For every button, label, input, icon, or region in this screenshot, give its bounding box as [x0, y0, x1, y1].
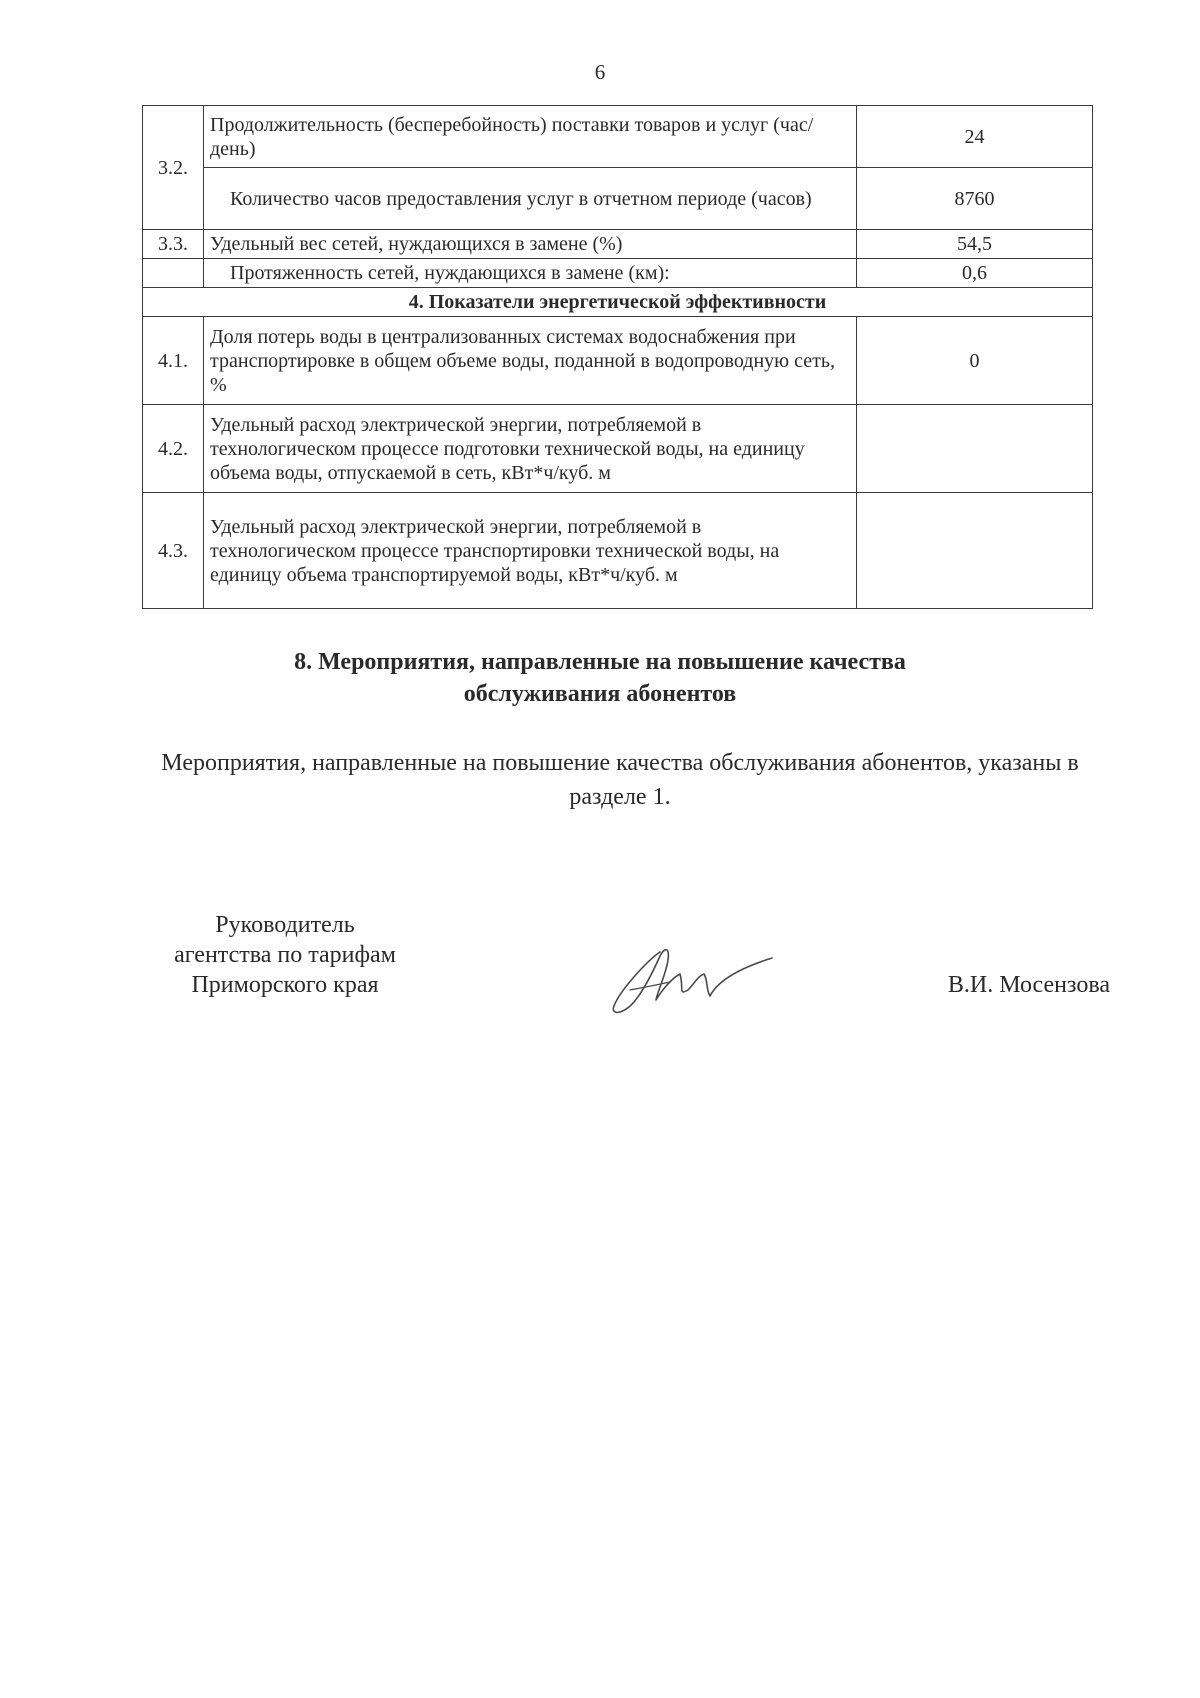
table-row [143, 230, 1093, 259]
table-row [143, 106, 1093, 168]
indicator-description: Продолжительность (бесперебойность) поставки товаров и услуг (час/день) [204, 106, 857, 168]
indicator-value: 24 [857, 106, 1093, 168]
table-row [143, 259, 1093, 288]
indicator-value: 8760 [857, 168, 1093, 230]
indicator-description: Доля потерь воды в централизованных системах водоснабжения при транспортировке в общем объеме воды, поданной в водопроводную сеть, % [204, 317, 857, 405]
handwritten-signature [600, 930, 790, 1020]
page-number: 6 [594, 60, 606, 84]
table-row [143, 168, 1093, 230]
row-number: 4.1. [143, 317, 204, 405]
signer-position-line1: Руководитель [215, 912, 355, 938]
signer-position-line3: Приморского края [191, 972, 379, 998]
indicator-description: Количество часов предоставления услуг в отчетном периоде (часов) [204, 168, 857, 230]
table-row [143, 317, 1093, 405]
signer-name: В.И. Мосензова [947, 972, 1110, 998]
table-row [143, 405, 1093, 493]
section-4-title: 4. Показатели энергетической эффективности [143, 288, 1093, 317]
indicator-description: Протяженность сетей, нуждающихся в замене (км): [204, 259, 857, 288]
indicator-description: Удельный вес сетей, нуждающихся в замене (%) [204, 230, 857, 259]
table-row [143, 493, 1093, 609]
section-8-heading [0, 646, 1200, 710]
signer-position [140, 910, 430, 1000]
section-8-title-line2: обслуживания абонентов [463, 681, 737, 707]
row-number: 4.3. [143, 493, 204, 609]
indicator-value [857, 493, 1093, 609]
section-row [143, 288, 1093, 317]
row-number-empty [143, 259, 204, 288]
section-8-body: Мероприятия, направленные на повышение качества обслуживания абонентов, указаны в разделе 1. [161, 750, 1079, 810]
indicator-description: Удельный расход электрической энергии, потребляемой в технологическом процессе транспортировки технической воды, на единицу объема транспортируемой воды, кВт*ч/куб. м [204, 493, 857, 609]
indicator-value: 54,5 [857, 230, 1093, 259]
row-number: 3.2. [143, 106, 204, 230]
signer-position-line2: агентства по тарифам [174, 942, 396, 968]
indicator-description: Удельный расход электрической энергии, потребляемой в технологическом процессе подготовки технической воды, на единицу объема воды, отпускаемой в сеть, кВт*ч/куб. м [204, 405, 857, 493]
row-number: 4.2. [143, 405, 204, 493]
indicator-value [857, 405, 1093, 493]
row-number: 3.3. [143, 230, 204, 259]
section-8-title-line1: 8. Мероприятия, направленные на повышение качества [294, 649, 906, 675]
indicator-value: 0 [857, 317, 1093, 405]
indicator-value: 0,6 [857, 259, 1093, 288]
indicators-table [142, 105, 1093, 609]
